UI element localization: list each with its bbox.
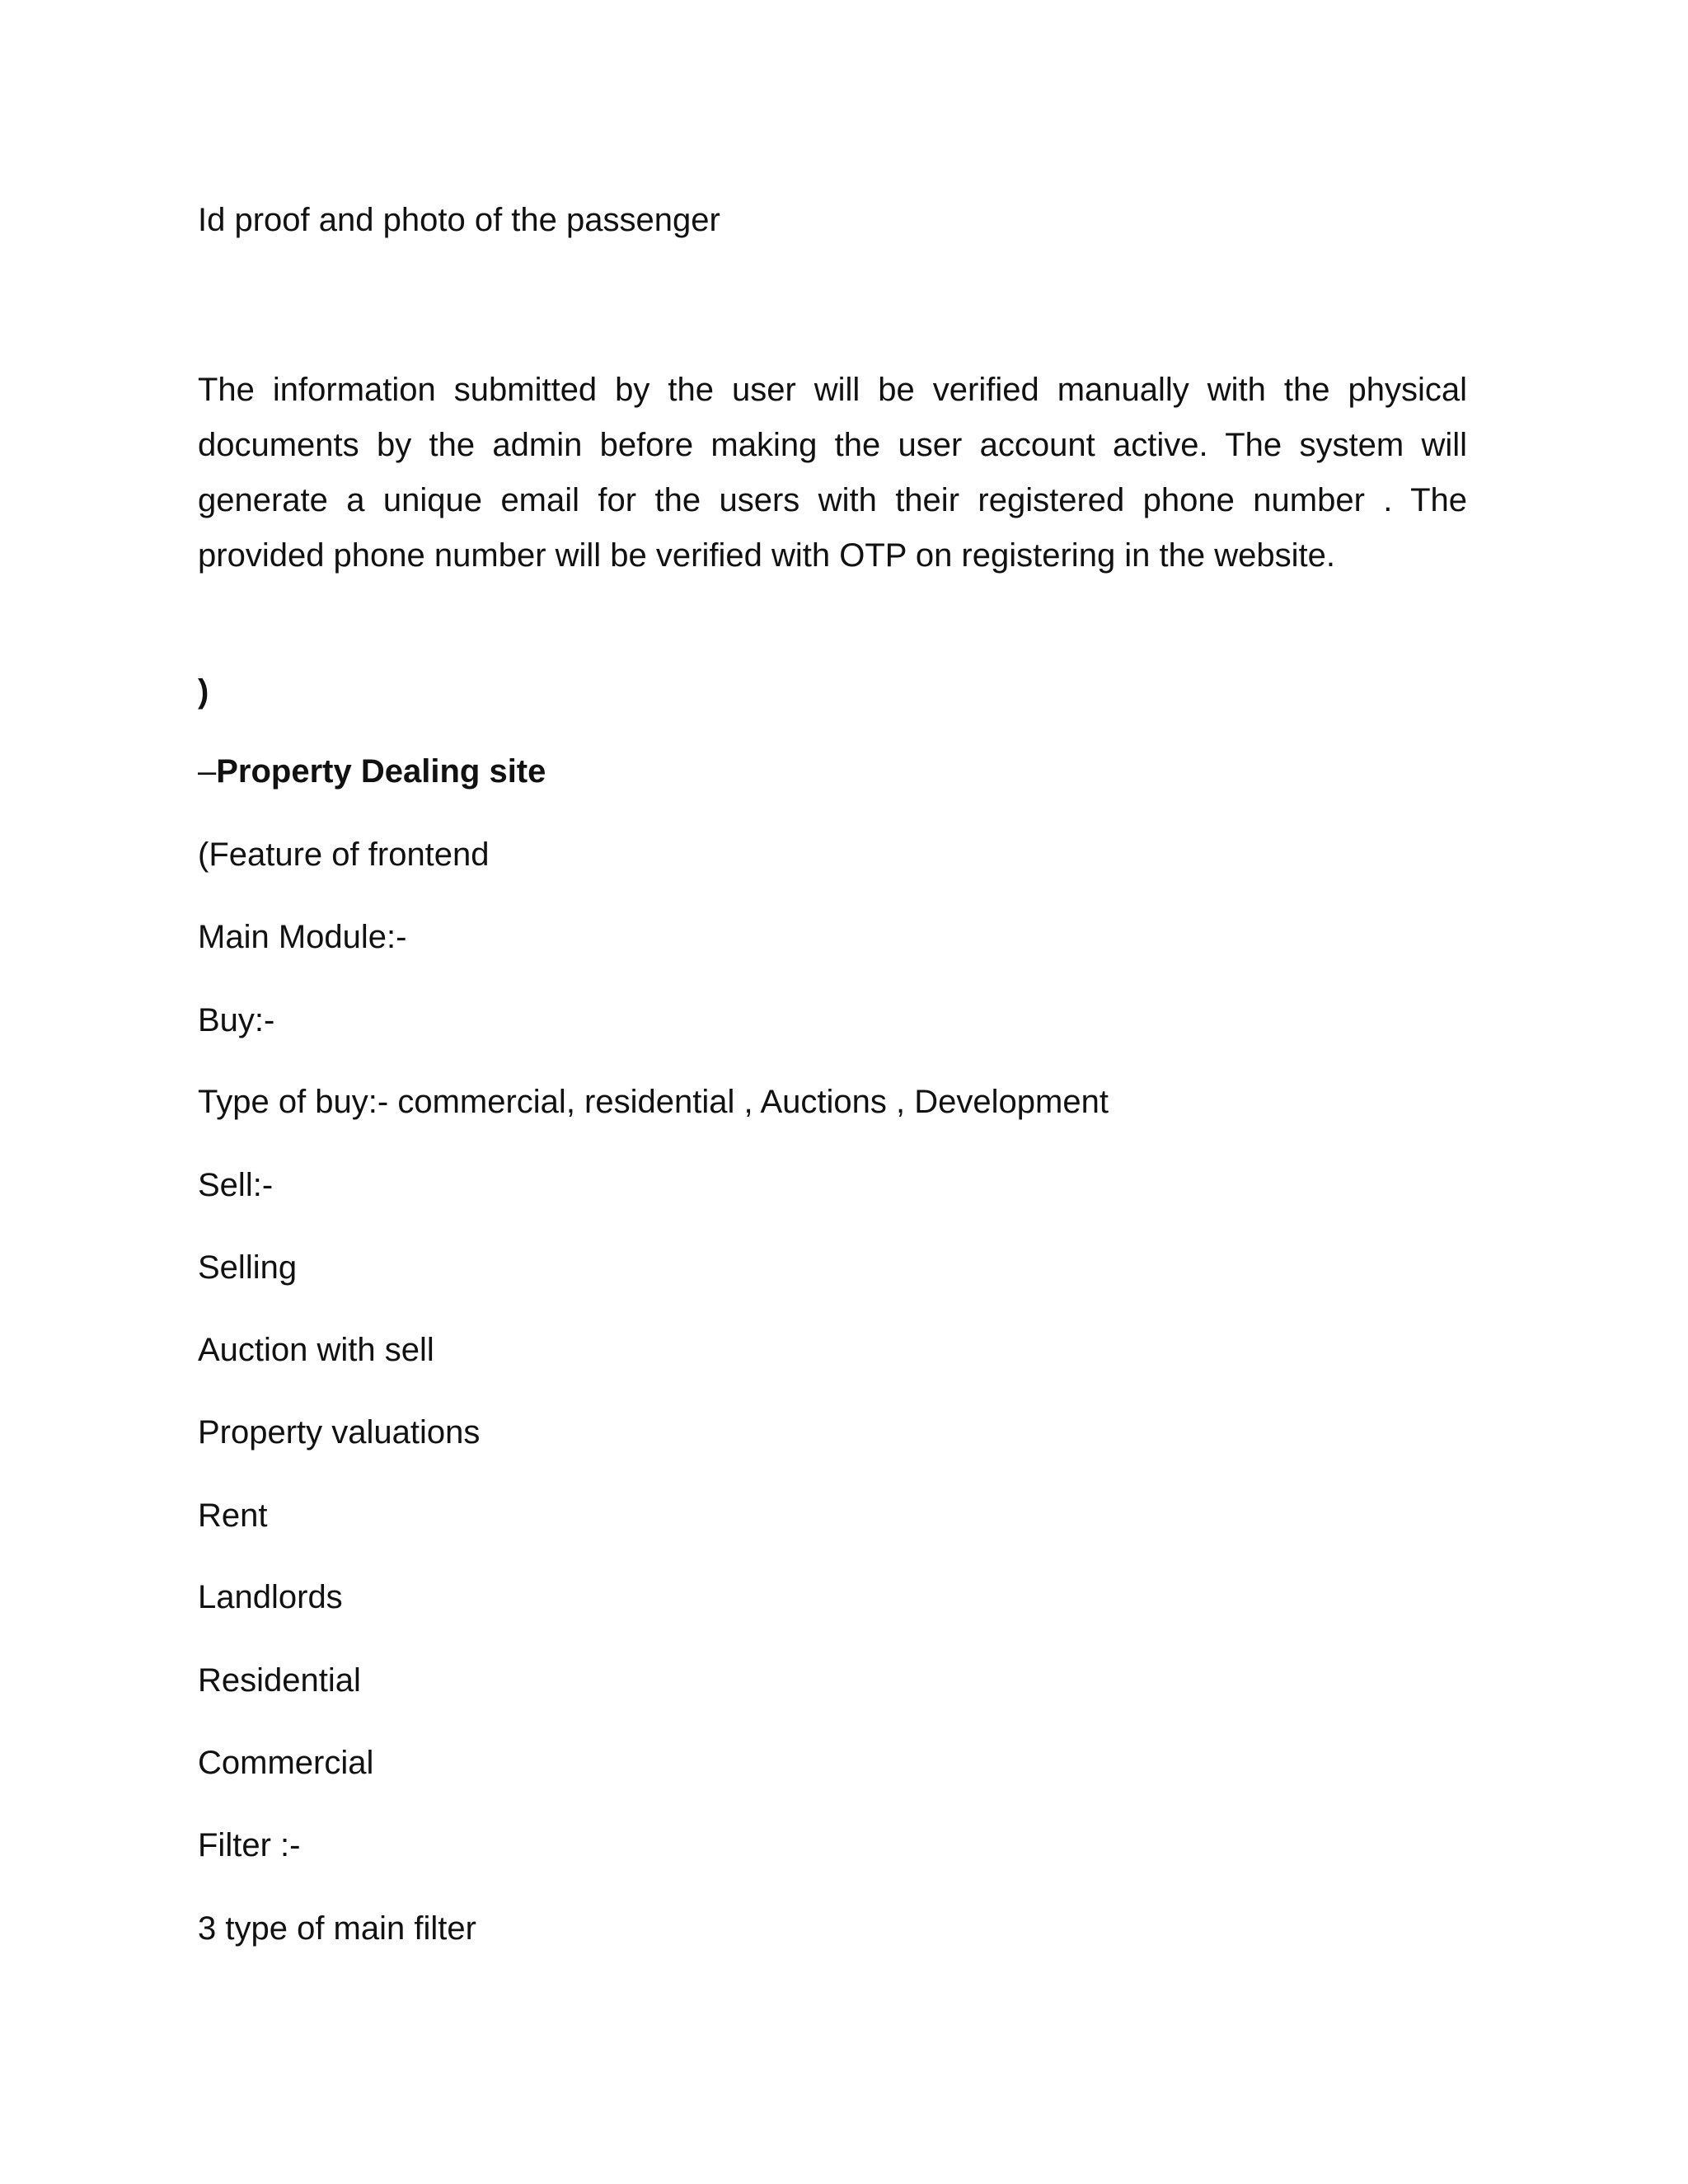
dash-prefix: – <box>198 753 217 790</box>
main-filter-line: 3 type of main filter <box>198 1910 476 1947</box>
section-heading-line <box>198 752 546 791</box>
landlords-line: Landlords <box>198 1579 343 1615</box>
sell-line: Sell:- <box>198 1167 274 1203</box>
rent-line: Rent <box>198 1497 268 1534</box>
auction-with-sell-line: Auction with sell <box>198 1332 434 1368</box>
intro-line: Id proof and photo of the passenger <box>198 202 720 238</box>
buy-line: Buy:- <box>198 1002 275 1038</box>
residential-line: Residential <box>198 1662 361 1699</box>
filter-line: Filter :- <box>198 1827 301 1863</box>
closing-parenthesis: ) <box>198 673 209 710</box>
property-valuations-line: Property valuations <box>198 1414 481 1451</box>
commercial-line: Commercial <box>198 1745 374 1781</box>
feature-line: (Feature of frontend <box>198 837 490 873</box>
verification-paragraph: The information submitted by the user will be verified manually with the physical documents by the admin before making the user account active. The system will generate a unique email for the users with their registered phone number . The provided phone number will be verified with OTP on registering in the website. <box>198 372 1467 574</box>
section-heading: Property Dealing site <box>216 753 546 790</box>
selling-line: Selling <box>198 1249 298 1286</box>
main-module-line: Main Module:- <box>198 919 407 955</box>
type-of-buy-line: Type of buy:- commercial, residential , Auctions , Development <box>198 1084 1109 1120</box>
